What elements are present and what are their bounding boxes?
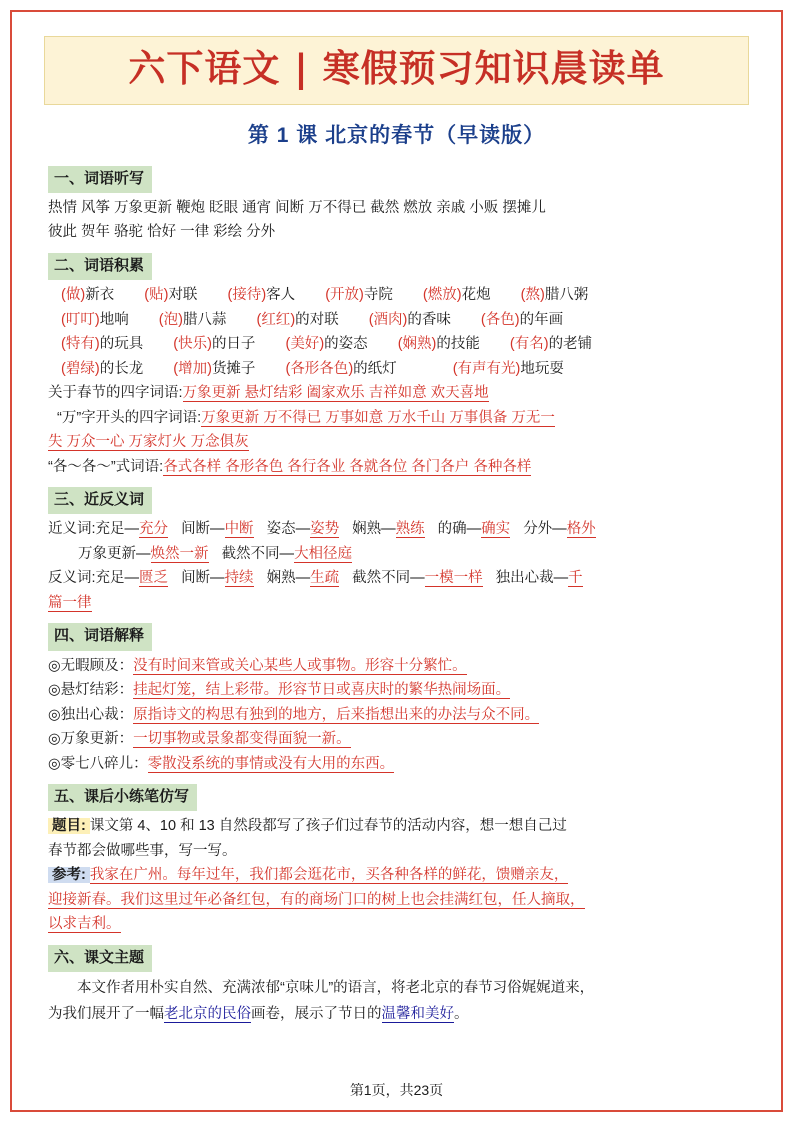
synonym-line-2: 万象更新—焕然一新 截然不同—大相径庭: [78, 545, 353, 562]
practice-answer-line-3: 以求吉利。: [48, 916, 121, 933]
practice-prompt-line-1: 题目: 课文第 4、10 和 13 自然段都写了孩子们过春节的活动内容，想一想自己过: [48, 815, 745, 838]
document-content: [26, 159, 767, 1026]
explanation-item: ◎悬灯结彩：挂起灯笼，结上彩带。形容节日或喜庆时的繁华热闹场面。: [48, 682, 511, 699]
explanation-item: ◎无暇顾及：没有时间来管或关心某些人或事物。形容十分繁忙。: [48, 657, 467, 674]
accumulate-wan-2: 失 万众一心 万家灯火 万念俱灰: [48, 434, 249, 451]
accumulate-row-4: (碧绿)的长龙 (增加)货摊子 (各形各色)的纸灯 (有声有光)地玩耍: [61, 360, 564, 377]
dictation-line-1: 热情 风筝 万象更新 鞭炮 眨眼 通宵 间断 万不得已 截然 燃放 亲戚 小贩 摆摊儿: [48, 199, 546, 216]
page-title: 六下语文 | 寒假预习知识晨读单: [128, 47, 665, 90]
practice-prompt-line-2: 春节都会做哪些事，写一写。: [48, 842, 237, 859]
antonym-line-2: 篇一律: [48, 594, 92, 611]
section-heading-accumulate: 二、词语积累: [48, 253, 152, 280]
practice-题目-label: 题目:: [48, 818, 90, 834]
practice-answer-line-2: 迎接新春。我们这里过年必备红包，有的商场门口的树上也会挂满红包，任人摘取，: [48, 891, 585, 908]
lesson-title: 第 1 课 北京的春节（早读版）: [247, 123, 546, 147]
explanation-item: ◎独出心裁：原指诗文的构思有独到的地方，后来指想出来的办法与众不同。: [48, 706, 540, 723]
banner: [44, 36, 749, 105]
section-heading-explanations: 四、词语解释: [48, 623, 152, 650]
synonym-line-1: 近义词:充足—充分 间断—中断 姿态—姿势 娴熟—熟练 的确—确实 分外—格外: [48, 521, 596, 538]
section-heading-synonyms: 三、近反义词: [48, 487, 152, 514]
accumulate-row-2: (叮叮)地响 (泡)腊八蒜 (红红)的对联 (酒肉)的香味 (各色)的年画: [61, 311, 564, 328]
practice-参考-label: 参考:: [48, 867, 90, 883]
page-footer: 第1页，共23页: [349, 1082, 444, 1098]
practice-answer-line-1: 参考: 我家在广州。每年过年，我们都会逛花市，买各种各样的鲜花，馈赠亲友，: [48, 864, 745, 887]
accumulate-row-3: (特有)的玩具 (快乐)的日子 (美好)的姿态 (娴熟)的技能 (有名)的老铺: [61, 336, 593, 353]
section-heading-practice: 五、课后小练笔仿写: [48, 784, 197, 811]
theme-line-2: 为我们展开了一幅老北京的民俗画卷，展示了节日的温馨和美好。: [48, 1005, 469, 1022]
accumulate-spring: 关于春节的四字词语:万象更新 悬灯结彩 阖家欢乐 吉祥如意 欢天喜地: [48, 385, 489, 402]
section-heading-dictation: 一、词语听写: [48, 166, 152, 193]
accumulate-row-1: (做)新衣 (贴)对联 (接待)客人 (开放)寺院 (燃放)花炮 (熬)腊八粥: [61, 287, 589, 304]
explanation-item: ◎零七八碎儿：零散没系统的事情或没有大用的东西。: [48, 755, 395, 772]
antonym-line-1: 反义词:充足—匮乏 间断—持续 娴熟—生疏 截然不同—一模一样 独出心裁—千: [48, 570, 583, 587]
accumulate-wan-1: “万”字开头的四字词语:万象更新 万不得已 万事如意 万水千山 万事俱备 万无一: [57, 409, 555, 426]
theme-line-1: 本文作者用朴实自然、充满浓郁“京味儿”的语言，将老北京的春节习俗娓娓道来，: [77, 980, 595, 997]
accumulate-gege: “各～各～”式词语:各式各样 各形各色 各行各业 各就各位 各门各户 各种各样: [48, 458, 532, 475]
explanation-item: ◎万象更新：一切事物或景象都变得面貌一新。: [48, 731, 351, 748]
section-heading-theme: 六、课文主题: [48, 945, 152, 972]
dictation-line-2: 彼此 贺年 骆驼 恰好 一律 彩绘 分外: [48, 224, 276, 241]
